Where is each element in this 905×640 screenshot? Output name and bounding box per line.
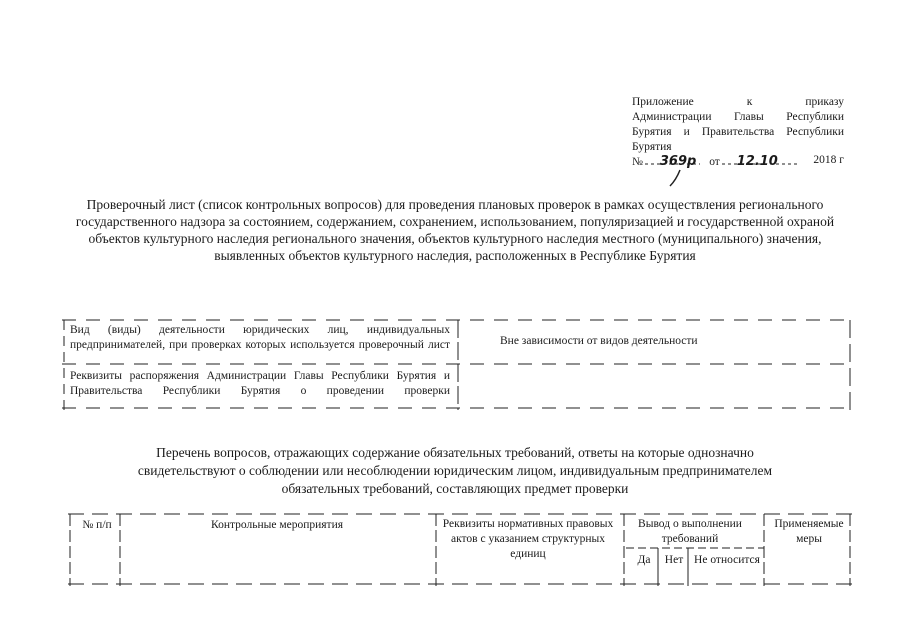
info-row1-value: Вне зависимости от видов деятельности <box>500 335 698 347</box>
header-no: Нет <box>664 554 684 566</box>
header-measures: Контрольные мероприятия <box>210 519 344 531</box>
header-num: № п/п <box>82 519 112 531</box>
header-conclusion: Вывод о выполнении требований <box>638 518 742 545</box>
number-label: № <box>632 156 643 168</box>
header-not-applicable: Не относится <box>694 554 760 566</box>
header-yes: Да <box>637 554 651 566</box>
order-number-handwritten: 369р <box>659 154 697 169</box>
appendix-word-3: приказу <box>805 96 844 108</box>
order-year: 2018 г <box>813 154 844 166</box>
order-date-handwritten: 12.10 <box>736 154 778 169</box>
header-applied-measures: Применяемые меры <box>774 518 844 545</box>
appendix-word-1: Приложение <box>632 96 694 108</box>
date-prefix: от <box>709 156 720 168</box>
appendix-line-4: Бурятия <box>632 141 672 153</box>
appendix-line-2: Администрации Главы Республики <box>632 111 844 123</box>
info-row1-label: Вид (виды) деятельности юридических лиц, индивидуальных предпринимателей, при проверках которых используется проверочный лист <box>70 324 450 351</box>
section-subtitle: Перечень вопросов, отражающих содержание обязательных требований, ответы на которые однозначно свидетельствуют о соблюдении или несоблюдении юридическим лицом, индивидуальным предпринимателем обязательных требований, составляющих предмет проверки <box>137 445 773 496</box>
appendix-line-3: Бурятия и Правительства Республики <box>632 126 844 138</box>
header-acts: Реквизиты нормативных правовых актов с указанием структурных единиц <box>442 518 614 560</box>
appendix-word-2: к <box>746 96 753 108</box>
info-row2-label: Реквизиты распоряжения Администрации Главы Республики Бурятия и Правительства Республики Бурятия о проведении проверки <box>70 370 450 397</box>
handwriting-tail <box>670 170 680 186</box>
document-title: Проверочный лист (список контрольных вопросов) для проведения плановых проверок в рамках осуществления регионального государственного надзора за состоянием, содержанием, сохранением, использованием, популяризацией и государственной охраной объектов культурного наследия регионального значения, объектов культурного наследия местного (муниципального) значения, выявленных объектов культурного наследия, расположенных в Республике Бурятия <box>75 197 835 263</box>
